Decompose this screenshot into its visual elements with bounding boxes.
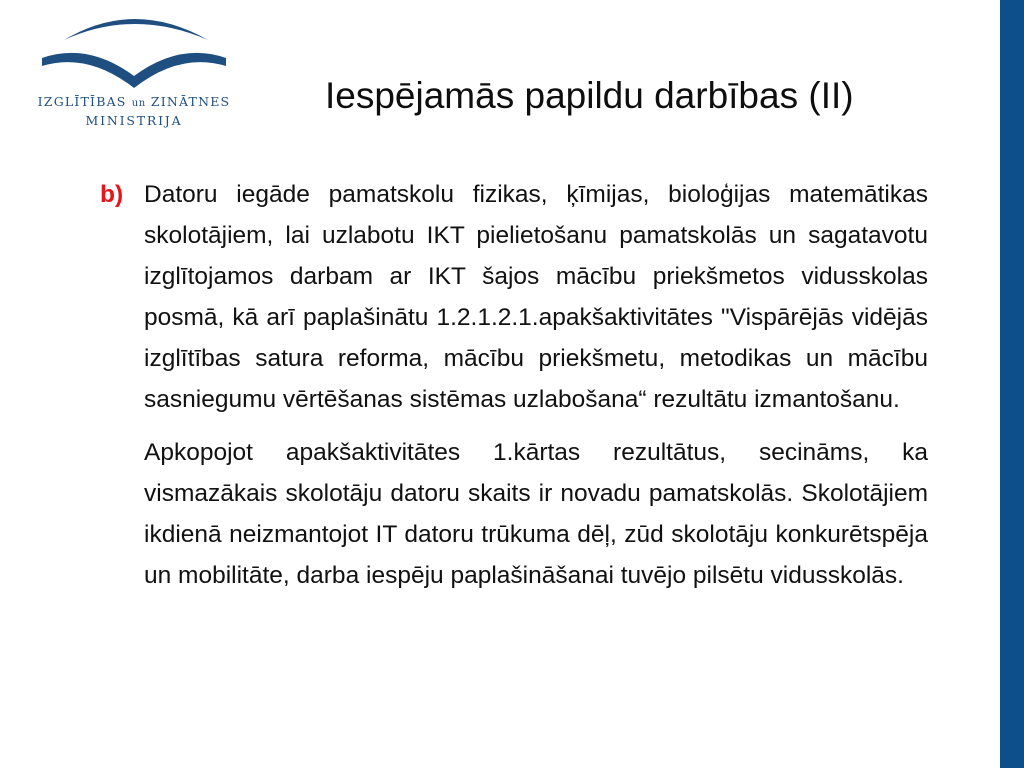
slide-body [100, 174, 928, 608]
right-accent-bar [1000, 0, 1024, 768]
open-book-icon [42, 14, 226, 88]
item-marker: b) [100, 181, 124, 208]
logo-name-line1 [34, 94, 234, 109]
logo-name-line2: MINISTRIJA [85, 113, 183, 128]
paragraph-2-text: Apkopojot apakšaktivitātes 1.kārtas rezultātus, secināms, ka vismazākais skolotāju datoru skaits ir novadu pamatskolās. Skolotājiem ikdienā neizmantojot IT datoru trūkuma dēļ, zūd skolotāju konkurētspēja un mobilitāte, darba iespēju paplašināšanai tuvējo pilsētu vidusskolās. [144, 439, 928, 589]
slide-title: Iespējamās papildu darbības (II) [325, 75, 854, 116]
logo-name-part2: ZINĀTNES [150, 94, 231, 109]
logo-name-connector: un [131, 98, 146, 109]
ministry-logo [34, 14, 234, 132]
logo-name-part1: IZGLĪTĪBAS [37, 94, 127, 109]
paragraph-2 [144, 432, 928, 596]
paragraph-1-text: Datoru iegāde pamatskolu fizikas, ķīmijas, bioloģijas matemātikas skolotājiem, lai uzlabotu IKT pielietošanu pamatskolās un sagatavotu izglītojamos darbam ar IKT šajos mācību priekšmetos vidusskolas posmā, kā arī paplašinātu 1.2.1.2.1.apakšaktivitātes "Vispārējās vidējās izglītības satura reforma, mācību priekšmetu, metodikas un mācību sasniegumu vērtēšanas sistēmas uzlabošana“ rezultātu izmantošanu. [144, 181, 928, 413]
paragraph-1 [100, 174, 928, 420]
